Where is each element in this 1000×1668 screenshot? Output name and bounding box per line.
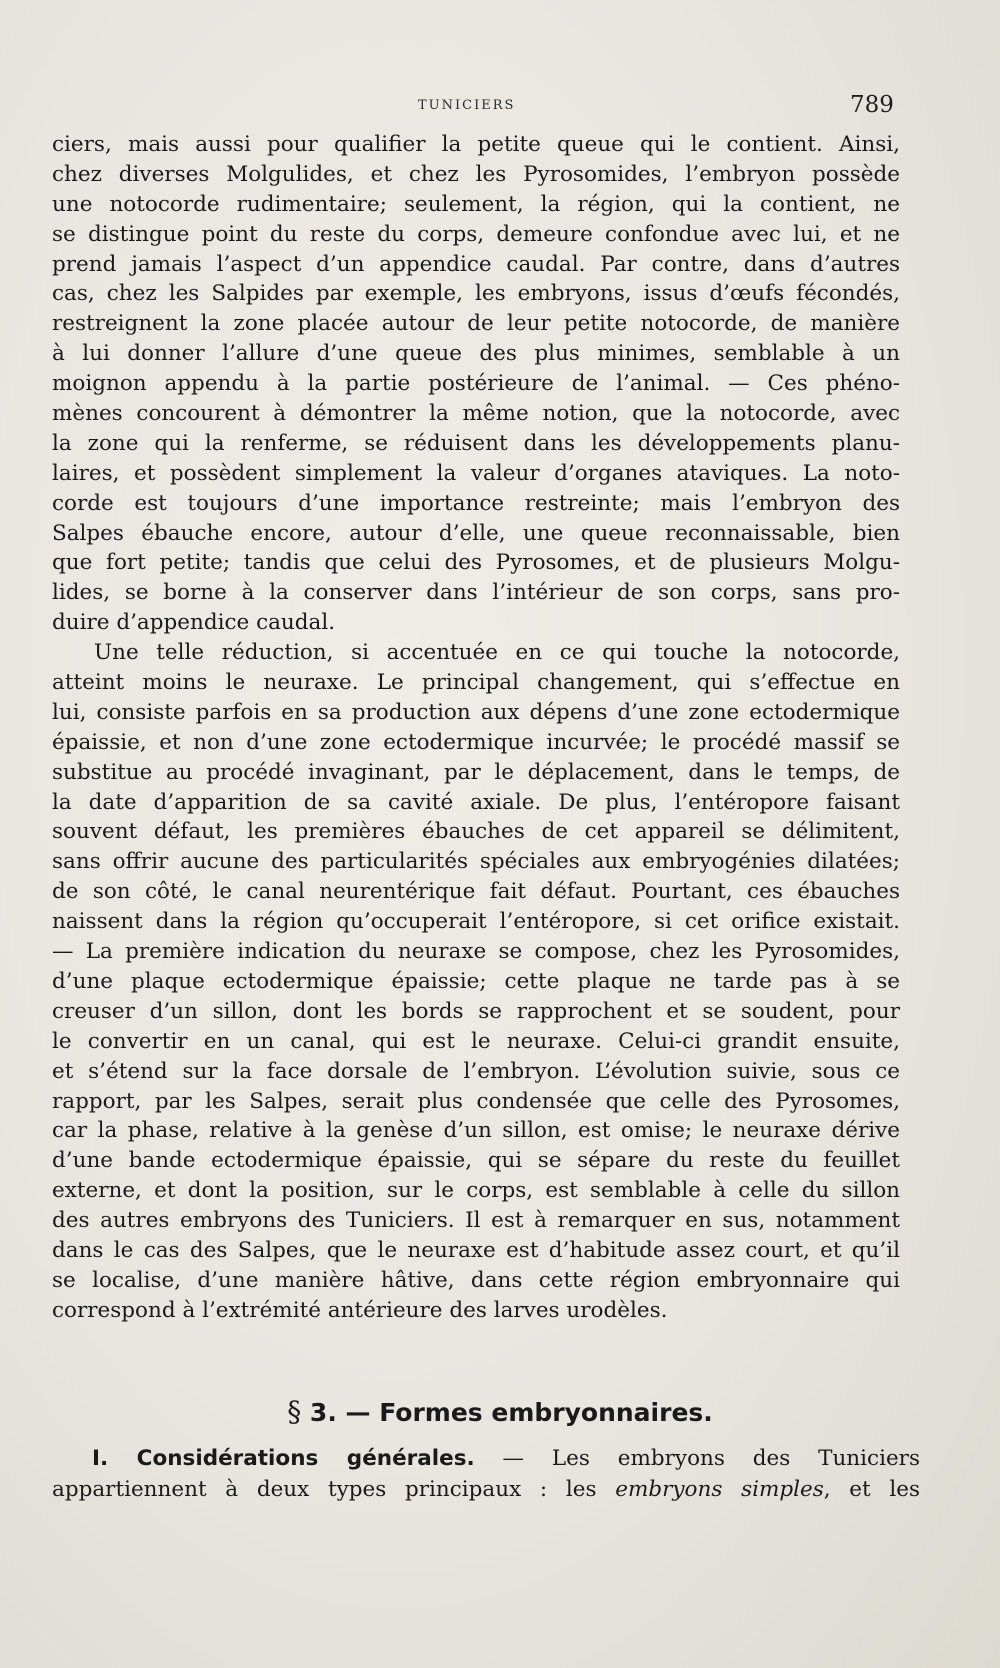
text-line: car la phase, relative à la genèse d’un sillon, est omise; le neuraxe dérive [52, 1118, 900, 1144]
text-line: restreignent la zone placée autour de leur petite notocorde, de manière [52, 311, 900, 337]
text-line: et s’étend sur la face dorsale de l’embryon. L’évolution suivie, sous ce [52, 1058, 900, 1084]
text-line: sans offrir aucune des particularités spéciales aux embryogénies dilatées; [52, 849, 900, 875]
text-line: à lui donner l’allure d’une queue des plus minimes, semblable à un [52, 341, 900, 367]
text-line: que fort petite; tandis que celui des Pyrosomes, et de plusieurs Molgu- [52, 550, 900, 576]
text-line: une notocorde rudimentaire; seulement, la région, qui la contient, ne [52, 191, 900, 217]
subsection-block [52, 1443, 920, 1505]
text-line: moignon appendu à la partie postérieure de l’animal. — Ces phéno- [52, 371, 900, 397]
section-title: 3. — Formes embryonnaires. [309, 1398, 713, 1427]
text-line: cas, chez les Salpides par exemple, les embryons, issus d’œufs fécondés, [52, 281, 900, 307]
text-line: mènes concourent à démontrer la même notion, que la notocorde, avec [52, 401, 900, 427]
text-line: souvent défaut, les premières ébauches de cet appareil se délimitent, [52, 819, 900, 845]
text-line: prend jamais l’aspect d’un appendice caudal. Par contre, dans d’autres [52, 251, 900, 277]
text-line: correspond à l’extrémité antérieure des larves urodèles. [52, 1297, 668, 1323]
body-text [52, 130, 900, 1326]
text-line: la zone qui la renferme, se réduisent dans les développements planu- [52, 430, 900, 456]
text-line: se localise, d’une manière hâtive, dans cette région embryonnaire qui [52, 1267, 900, 1293]
text-line: épaissie, et non d’une zone ectodermique incurvée; le procédé massif se [52, 729, 900, 755]
text-line: lides, se borne à la conserver dans l’intérieur de son corps, sans pro- [52, 580, 900, 606]
text-line: lui, consiste parfois en sa production aux dépens d’une zone ectodermique [52, 699, 900, 725]
page-number: 789 [850, 92, 894, 118]
text-line: d’une plaque ectodermique épaissie; cette plaque ne tarde pas à se [52, 968, 900, 994]
text-line: la date d’apparition de sa cavité axiale. De plus, l’entéropore faisant [52, 789, 900, 815]
text-line: laires, et possèdent simplement la valeur d’organes ataviques. La noto- [52, 460, 900, 486]
subsection-text: , et les [823, 1477, 921, 1502]
text-line: dans le cas des Salpes, que le neuraxe est d’habitude assez court, et qu’il [52, 1237, 900, 1263]
section-heading [0, 1395, 1000, 1428]
subsection-line [52, 1443, 920, 1474]
text-line: se distingue point du reste du corps, demeure confondue avec lui, et ne [52, 221, 900, 247]
text-line: — La première indication du neuraxe se compose, chez les Pyrosomides, [52, 939, 900, 965]
text-line: des autres embryons des Tuniciers. Il est à remarquer en sus, notamment [52, 1208, 900, 1234]
text-line: d’une bande ectodermique épaissie, qui se sépare du reste du feuillet [52, 1148, 900, 1174]
text-line: corde est toujours d’une importance restreinte; mais l’embryon des [52, 490, 900, 516]
subsection-text: — Les embryons des Tuniciers [474, 1446, 920, 1471]
emphasized-term: embryons simples [615, 1477, 824, 1502]
text-line: rapport, par les Salpes, serait plus condensée que celle des Pyrosomes, [52, 1088, 900, 1114]
text-line: chez diverses Molgulides, et chez les Pyrosomides, l’embryon possède [52, 161, 900, 187]
text-line: de son côté, le canal neurentérique fait défaut. Pourtant, ces ébauches [52, 879, 900, 905]
text-line: duire d’appendice caudal. [52, 610, 336, 636]
text-line: le convertir en un canal, qui est le neuraxe. Celui-ci grandit ensuite, [52, 1028, 900, 1054]
section-mark: § [287, 1395, 302, 1428]
text-line: naissent dans la région qu’occuperait l’entéropore, si cet orifice existait. [52, 909, 900, 935]
text-line: externe, et dont la position, sur le corps, est semblable à celle du sillon [52, 1178, 900, 1204]
subsection-text: appartiennent à deux types principaux : les [52, 1477, 616, 1502]
subsection-heading: I. Considérations générales. [92, 1446, 475, 1471]
running-header [0, 92, 900, 122]
text-line: ciers, mais aussi pour qualifier la petite queue qui le contient. Ainsi, [52, 132, 900, 157]
running-title: TUNICIERS [418, 98, 516, 113]
text-line: creuser d’un sillon, dont les bords se rapprochent et se soudent, pour [52, 998, 900, 1024]
text-line: Une telle réduction, si accentuée en ce qui touche la notocorde, [94, 640, 900, 666]
text-line: Salpes ébauche encore, autour d’elle, une queue reconnaissable, bien [52, 520, 900, 546]
subsection-line [52, 1474, 920, 1505]
text-line: substitue au procédé invaginant, par le déplacement, dans le temps, de [52, 759, 900, 785]
text-line: atteint moins le neuraxe. Le principal changement, qui s’effectue en [52, 670, 900, 696]
